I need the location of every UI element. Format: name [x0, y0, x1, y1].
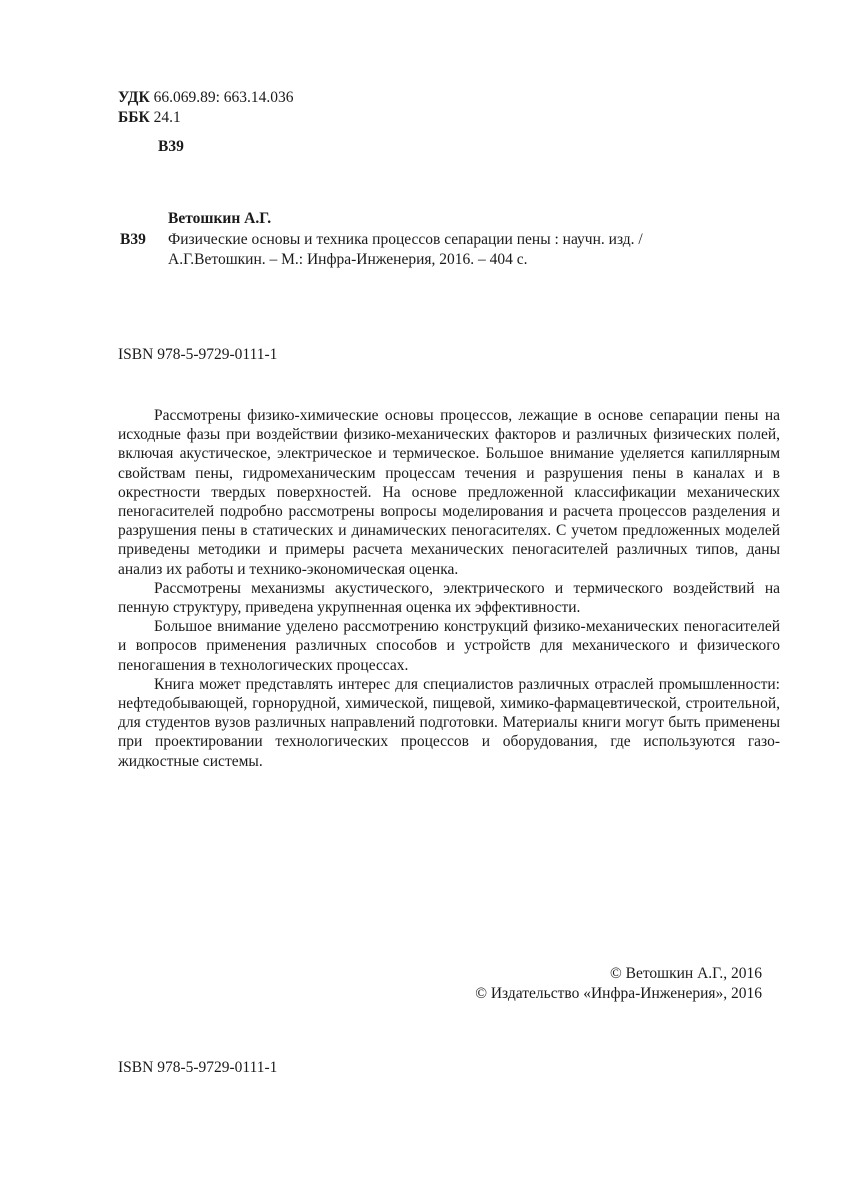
copyright-publisher: © Издательство «Инфра-Инженерия», 2016 [475, 985, 762, 1002]
abstract-paragraph: Рассмотрены физико-химические основы процессов, лежащие в основе сепарации пены на исходные фазы при воздействии физико-механических факторов и различных физических полей, включая акустическое, электрическое и термическое. Большое внимание уделяется капиллярным свойствам пены, гидромеханическим процессам течения и разрушения пены в каналах и в окрестности твердых поверхностей. На основе предложенной классификации механических пеногасителей подробно рассмотрены вопросы моделирования и расчета процессов разделения и разрушения пены в статических и динамических пеногасителях. С учетом предложенных моделей приведены методики и примеры расчета механических пеногасителей различных типов, даны анализ их работы и технико-экономическая оценка. [118, 407, 780, 578]
udk-value: 66.069.89: 663.14.036 [153, 89, 294, 106]
bibliography-line-1: Физические основы и техника процессов сепарации пены : научн. изд. / [168, 231, 643, 248]
copyright-author: © Ветошкин А.Г., 2016 [609, 965, 762, 982]
abstract-paragraph: Большое внимание уделено рассмотрению конструкций физико-механических пеногасителей и вопросов применения различных способов и устройств для механического и физического пеногашения в технологических процессах. [118, 618, 780, 674]
bibliography-author: Ветошкин А.Г. [168, 210, 272, 227]
bbk-line [118, 108, 181, 128]
abstract-paragraph: Книга может представлять интерес для специалистов различных отраслей промышленности: нефтедобывающей, горнорудной, химической, пищевой, химико-фармацевтической, строительной, для студентов вузов различных направлений подготовки. Материалы книги могут быть применены при проектировании технологических процессов и оборудования, где используются газо-жидкостные системы. [118, 675, 780, 770]
isbn-bottom: ISBN 978-5-9729-0111-1 [118, 1059, 278, 1076]
udk-line [118, 88, 294, 108]
author-mark-code: В39 [158, 138, 184, 155]
bibliography-description [168, 230, 708, 270]
udk-label: УДК [118, 89, 150, 106]
bibliography-line-2: А.Г.Ветошкин. – М.: Инфра-Инженерия, 2016. – 404 с. [168, 251, 528, 268]
abstract-paragraph: Рассмотрены механизмы акустического, электрического и термического воздействий на пенную структуру, приведена укрупненная оценка их эффективности. [118, 579, 780, 617]
isbn-top: ISBN 978-5-9729-0111-1 [118, 346, 278, 363]
copyright-block [475, 964, 762, 1004]
bbk-label: ББК [118, 109, 150, 126]
abstract [118, 406, 780, 771]
bibliography-code: В39 [120, 231, 146, 248]
bbk-value: 24.1 [153, 109, 181, 126]
